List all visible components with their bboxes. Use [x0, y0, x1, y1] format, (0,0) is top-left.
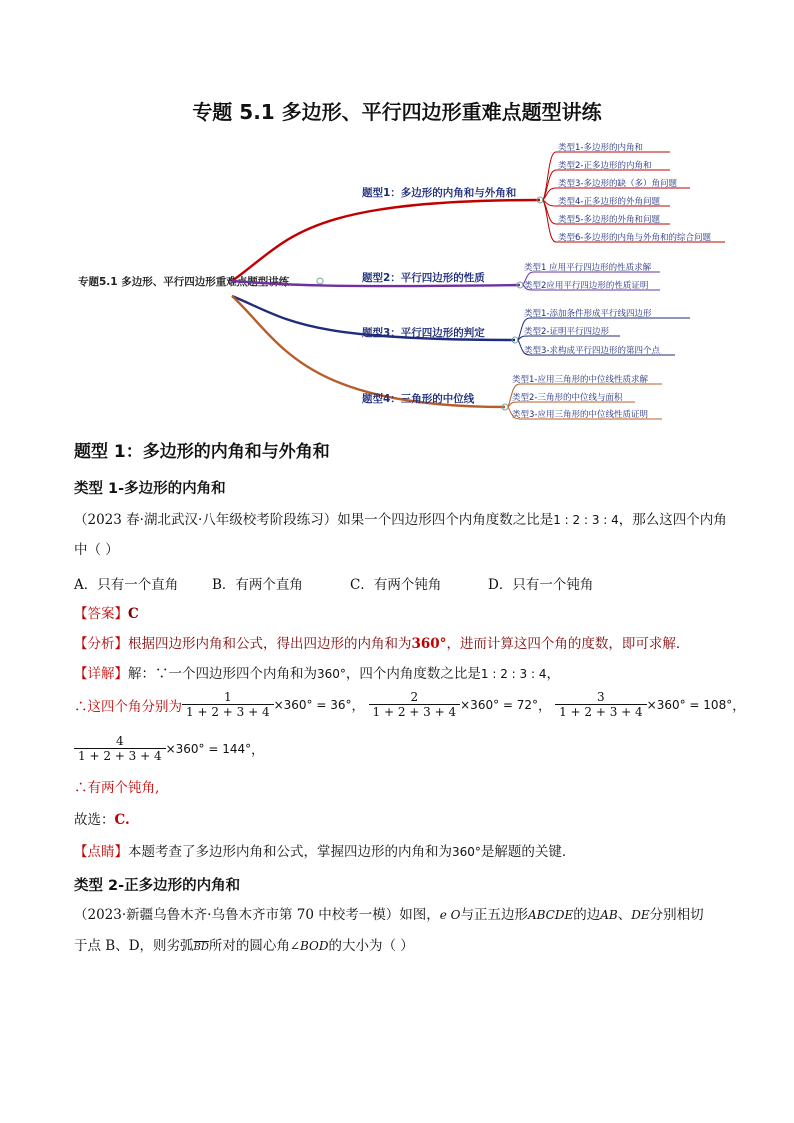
answer-tag: 【答案】 — [74, 606, 128, 622]
ratio: 1 : 2 : 3 : 4 — [553, 513, 619, 527]
option-b: B．有两个直角 — [212, 577, 303, 593]
fraction-3-numerator: 3 — [597, 690, 605, 704]
branch-line-4 — [232, 296, 505, 407]
mindmap-leaf: 类型3-求构成平行四边形的第四个点 — [524, 346, 660, 356]
q2-text-d: 分别相切 — [649, 907, 704, 923]
page-title: 专题 5.1 多边形、平行四边形重难点题型讲练 — [192, 100, 602, 124]
question-1-line2: 中（ ） — [74, 542, 119, 558]
analysis-end: ，进而计算这四个角的度数，即可求解． — [446, 636, 690, 652]
comment-number: 360° — [452, 845, 481, 859]
mindmap-leaf: 类型1-添加条件形成平行线四边形 — [524, 309, 652, 319]
mindmap-leaf: 类型3-应用三角形的中位线性质证明 — [512, 410, 648, 420]
therefore-conclusion: ∴有两个钝角, — [74, 780, 160, 796]
detail-line — [74, 664, 560, 684]
option-d: D．只有一个钝角 — [488, 577, 594, 593]
analysis-tag: 【分析】 — [74, 636, 128, 652]
question-text-end: ，那么这四个内角 — [618, 512, 727, 528]
fraction-1-result: ×360° = 36° — [273, 697, 352, 712]
arc-bd: $\overline{BD}$ — [193, 942, 209, 953]
fraction-2-result: ×360° = 72° — [460, 697, 539, 712]
fraction-1-denominator: 1 + 2 + 3 + 4 — [182, 704, 274, 719]
detail-text: 解：∵一个四边形四个内角和为 — [128, 666, 317, 682]
fraction-2-numerator: 2 — [410, 690, 419, 704]
branch-label-3: 题型3：平行四边形的判定 — [362, 327, 485, 339]
mindmap-leaf: 类型5-多边形的外角和问题 — [558, 215, 660, 225]
detail-end: ， — [546, 666, 560, 682]
type1-heading: 类型 1-多边形的内角和 — [74, 481, 226, 497]
question-text: （2023 春·湖北武汉·八年级校考阶段练习）如果一个四边形四个内角度数之比是 — [74, 512, 554, 528]
question-1 — [74, 510, 764, 530]
side-ab: AB — [600, 908, 618, 922]
comment-line — [74, 842, 575, 862]
mindmap-diagram — [0, 0, 794, 440]
analysis-line — [74, 634, 689, 654]
side-de: DE — [631, 908, 650, 922]
q2-text-e: 于点 B、D，则劣弧 — [74, 938, 194, 954]
therefore-text: ∴这四个角分别为 — [74, 698, 182, 715]
q2-text-a: （2023·新疆乌鲁木齐·乌鲁木齐市第 70 中校考一模）如图， — [74, 907, 440, 923]
fraction-3-denominator: 1 + 2 + 3 + 4 — [555, 704, 647, 719]
question-2-line1 — [74, 905, 774, 925]
type2-heading: 类型 2-正多边形的内角和 — [74, 878, 241, 894]
angle-bod: ∠BOD — [289, 939, 329, 953]
choose-text: 故选： — [74, 812, 115, 828]
fraction-row-2 — [74, 734, 264, 763]
answer-line — [74, 604, 139, 624]
mindmap-leaf: 类型2-正多边形的内角和 — [558, 161, 652, 171]
branch-label-4: 题型4：三角形的中位线 — [362, 393, 475, 405]
mindmap-leaf: 类型1 应用平行四边形的性质求解 — [524, 263, 652, 273]
fraction-row-1 — [74, 690, 745, 719]
mindmap-leaf: 类型1-多边形的内角和 — [558, 143, 643, 153]
pentagon-name: ABCDE — [527, 908, 574, 922]
mindmap-leaf: 类型4-正多边形的外角问题 — [558, 197, 660, 207]
comma: ， — [351, 699, 365, 714]
q2-text-b: 与正五边形 — [460, 907, 528, 923]
fraction-1 — [182, 690, 274, 719]
mindmap-leaf: 类型2-证明平行四边形 — [524, 327, 609, 337]
fraction-3 — [555, 690, 647, 719]
fraction-2-denominator: 1 + 2 + 3 + 4 — [369, 704, 461, 719]
comma: ， — [251, 743, 265, 758]
fraction-4-denominator: 1 + 2 + 3 + 4 — [74, 748, 166, 763]
mindmap-leaf: 类型1-应用三角形的中位线性质求解 — [512, 375, 648, 385]
q2-text-f: 所对的圆心角 — [208, 938, 290, 954]
detail-mid: ，四个内角度数之比是 — [345, 666, 481, 682]
detail-number: 360° — [317, 667, 346, 681]
comment-text: 本题考查了多边形内角和公式，掌握四边形的内角和为 — [128, 844, 452, 860]
choose-line — [74, 810, 130, 830]
option-a: A．只有一个直角 — [74, 577, 179, 593]
branch-label-1: 题型1：多边形的内角和与外角和 — [362, 187, 517, 199]
q2-text-g: 的大小为（ ） — [328, 938, 414, 954]
option-c: C．有两个钝角 — [350, 577, 442, 593]
detail-ratio: 1 : 2 : 3 : 4 — [480, 667, 547, 681]
separator: 、 — [617, 907, 632, 923]
choose-value: C. — [114, 812, 130, 828]
analysis-number: 360° — [411, 636, 447, 652]
fraction-2 — [369, 690, 461, 719]
mindmap-leaf: 类型3-多边形的缺（多）角问题 — [558, 179, 677, 189]
fraction-4 — [74, 734, 166, 763]
question-2-line2 — [74, 936, 414, 958]
analysis-text: 根据四边形内角和公式，得出四边形的内角和为 — [128, 636, 412, 652]
section-heading: 题型 1：多边形的内角和与外角和 — [74, 442, 330, 462]
answer-value: C — [128, 606, 139, 622]
comma: ， — [732, 699, 746, 714]
circle-symbol: e O — [439, 908, 461, 922]
detail-tag: 【详解】 — [74, 666, 128, 682]
q2-text-c: 的边 — [573, 907, 601, 923]
fraction-4-numerator: 4 — [115, 734, 124, 748]
branch-label-2: 题型2：平行四边形的性质 — [362, 272, 485, 284]
mindmap-leaf: 类型6-多边形的内角与外角和的综合问题 — [558, 233, 711, 243]
comment-end: 是解题的关键． — [480, 844, 576, 860]
fraction-4-result: ×360° = 144° — [165, 741, 252, 756]
comment-tag: 【点睛】 — [74, 844, 128, 860]
mindmap-leaf: 类型2应用平行四边形的性质证明 — [524, 281, 649, 291]
mindmap-root: 专题5.1 多边形、平行四边形重难点题型讲练 — [78, 276, 290, 288]
branch-line-1 — [232, 200, 540, 281]
comma: ， — [538, 699, 552, 714]
mindmap-leaf: 类型2-三角形的中位线与面积 — [512, 393, 623, 403]
fraction-3-result: ×360° = 108° — [646, 697, 733, 712]
root-collapse-icon — [317, 278, 323, 284]
fraction-1-numerator: 1 — [223, 690, 232, 704]
